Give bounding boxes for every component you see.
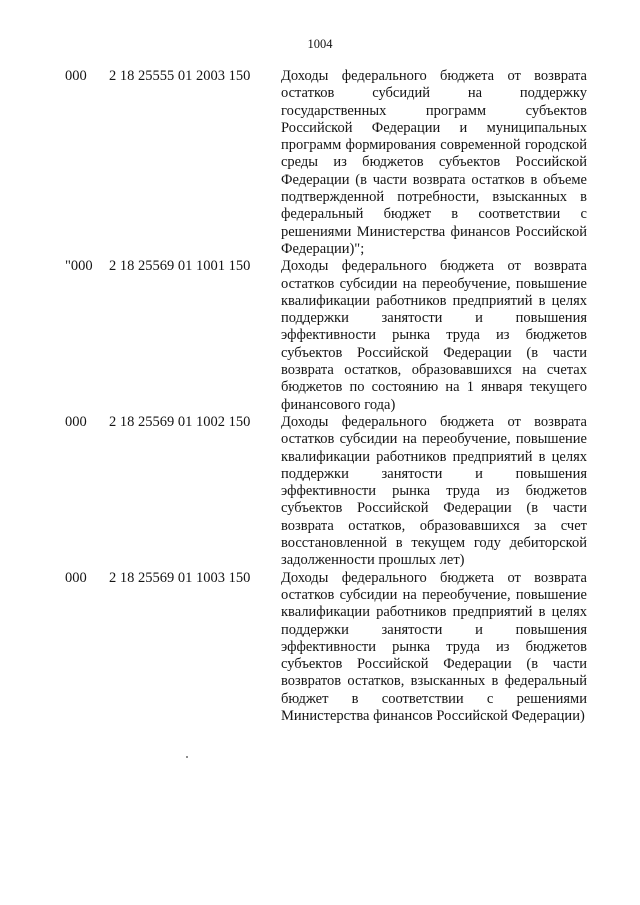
budget-classification-code: 2 18 25569 01 1002 150 bbox=[109, 413, 251, 430]
table-row bbox=[0, 414, 640, 570]
administrator-code: "000 bbox=[65, 258, 93, 275]
table-row bbox=[0, 570, 640, 726]
budget-classification-code: 2 18 25555 01 2003 150 bbox=[109, 68, 251, 84]
income-description: Доходы федерального бюджета от возврата остатков субсидии на переобучение, повышение квалификации работников предприятий в целях поддержки занятости и повышения эффективности рынка труда из бюджетов субъектов Российской Федерации (в части возврата остатков, образовавшихся на счетах бюджетов по состоянию на 1 января текущего финансового года) bbox=[281, 258, 587, 413]
budget-classification-code: 2 18 25569 01 1001 150 bbox=[109, 258, 251, 275]
administrator-code: 000 bbox=[65, 413, 87, 430]
administrator-code: 000 bbox=[65, 569, 87, 586]
table-row bbox=[0, 258, 640, 414]
administrator-code: 000 bbox=[65, 68, 87, 84]
income-description: Доходы федерального бюджета от возврата остатков субсидии на переобучение, повышение квалификации работников предприятий в целях поддержки занятости и повышения эффективности рынка труда из бюджетов субъектов Российской Федерации (в части возврата остатков, образовавшихся за счет восстановленной в текущем году дебиторской задолженности прошлых лет) bbox=[281, 413, 587, 569]
table-row bbox=[0, 68, 640, 258]
page-number: 1004 bbox=[307, 37, 333, 51]
scan-speck bbox=[186, 756, 188, 758]
budget-code-table bbox=[0, 68, 640, 725]
budget-classification-code: 2 18 25569 01 1003 150 bbox=[109, 569, 251, 586]
income-description: Доходы федерального бюджета от возврата остатков субсидии на переобучение, повышение квалификации работников предприятий в целях поддержки занятости и повышения эффективности рынка труда из бюджетов субъектов Российской Федерации (в части возвратов остатков, взысканных в федеральный бюджет в соответствии с решениями Министерства финансов Российской Федерации) bbox=[281, 569, 587, 724]
income-description: Доходы федерального бюджета от возврата остатков субсидий на поддержку государственных программ субъектов Российской Федерации и муниципальных программ формирования современной городской среды из бюджетов субъектов Российской Федерации (в части возврата остатков в объеме подтвержденной потребности, взысканных в федеральный бюджет в соответствии с решениями Министерства финансов Российской Федерации)"; bbox=[281, 68, 587, 257]
